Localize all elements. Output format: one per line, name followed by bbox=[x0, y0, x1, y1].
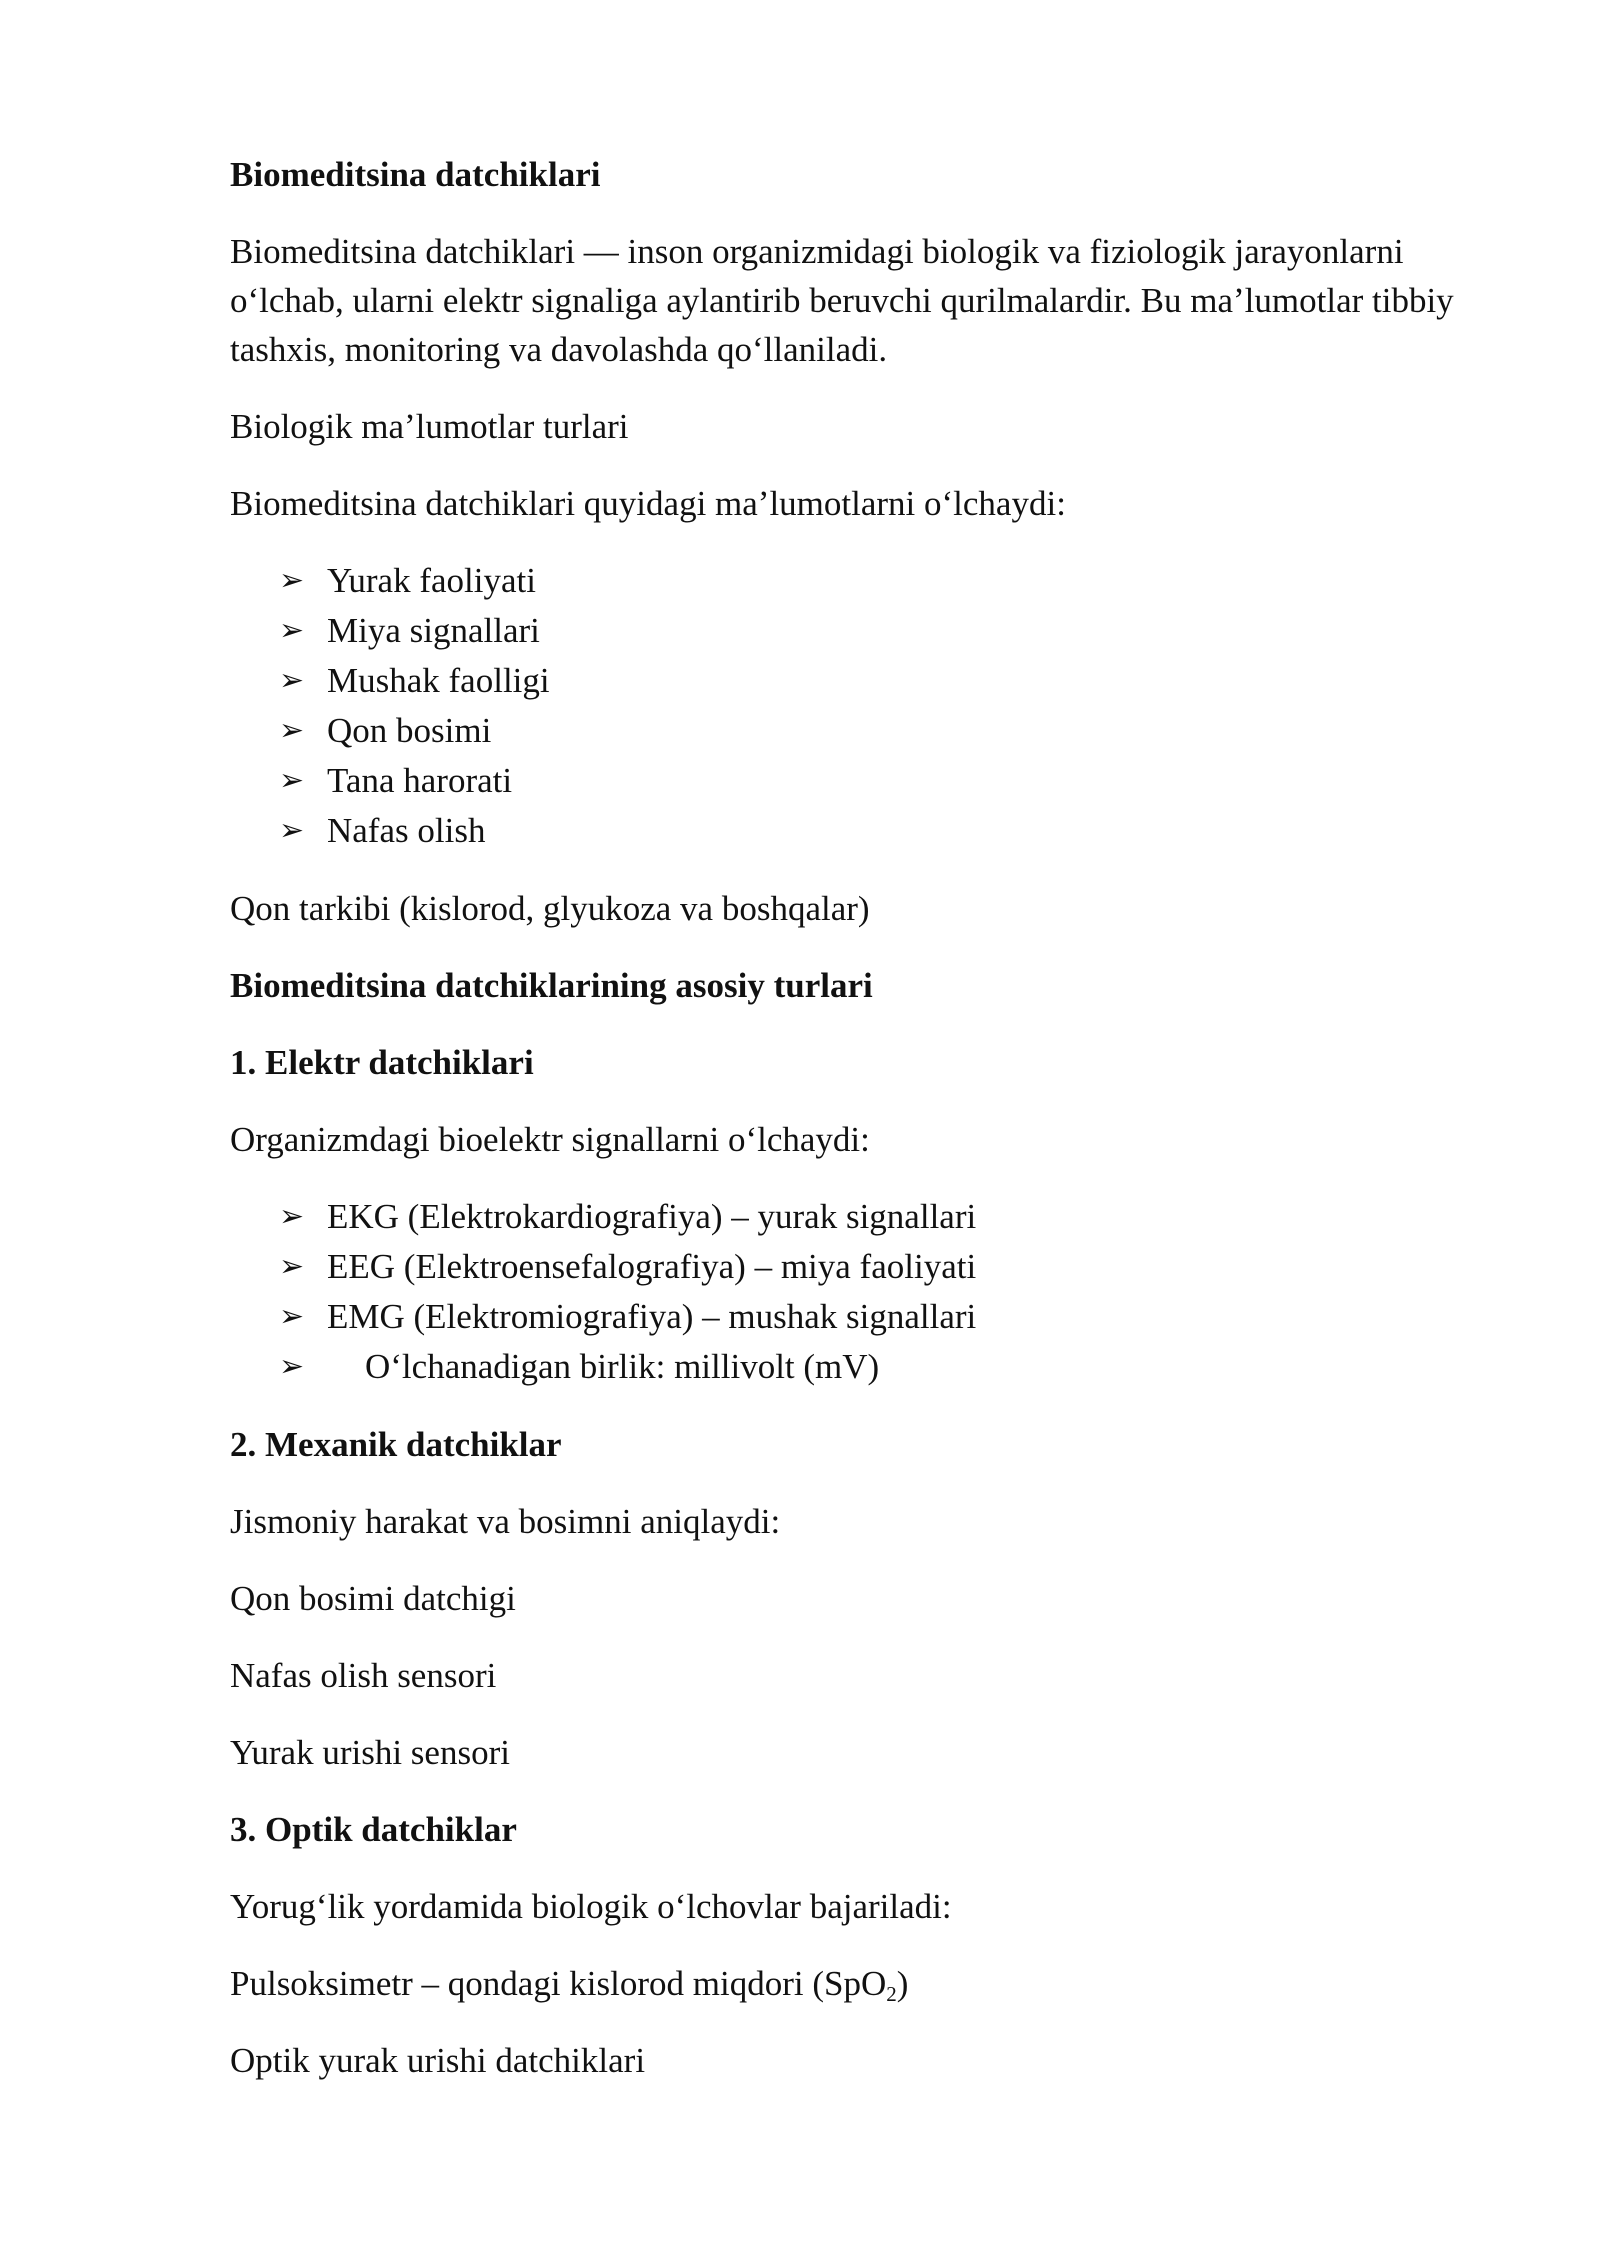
electric-heading: 1. Elektr datchiklari bbox=[230, 1043, 534, 1082]
document-title: Biomeditsina datchiklari bbox=[230, 155, 601, 194]
mechanical-lead: Jismoniy harakat va bosimni aniqlaydi: bbox=[230, 1502, 781, 1541]
mechanical-line: Yurak urishi sensori bbox=[230, 1733, 510, 1772]
blood-composition-line: Qon tarkibi (kislorod, glyukoza va boshqalar) bbox=[230, 889, 870, 928]
arrow-bullet-icon: ➢ bbox=[279, 1300, 305, 1333]
electric-lead: Organizmdagi bioelektr signallarni oʻlchaydi: bbox=[230, 1120, 870, 1159]
list-item: ➢ Qon bosimi bbox=[230, 706, 1470, 756]
list-item: ➢ Oʻlchanadigan birlik: millivolt (mV) bbox=[230, 1342, 1470, 1392]
data-types-heading: Biologik maʼlumotlar turlari bbox=[230, 407, 629, 446]
arrow-bullet-icon: ➢ bbox=[279, 764, 305, 797]
arrow-bullet-icon: ➢ bbox=[279, 1200, 305, 1233]
intro-paragraph: Biomeditsina datchiklari — inson organizmidagi biologik va fiziologik jarayonlarni oʻlchab, ularni elektr signaliga aylantirib beruvchi qurilmalardir. Bu maʼlumotlar tibbiy tashxis, monitoring va davolashda qoʻllaniladi. bbox=[230, 232, 1454, 369]
data-types-list bbox=[230, 556, 1470, 856]
list-item: ➢ Tana harorati bbox=[230, 756, 1470, 806]
data-types-lead: Biomeditsina datchiklari quyidagi maʼlumotlarni oʻlchaydi: bbox=[230, 484, 1066, 523]
document-body bbox=[230, 150, 1470, 2113]
mechanical-line: Qon bosimi datchigi bbox=[230, 1579, 516, 1618]
list-item: ➢ Miya signallari bbox=[230, 606, 1470, 656]
mechanical-heading: 2. Mexanik datchiklar bbox=[230, 1425, 562, 1464]
optical-last-line: Optik yurak urishi datchiklari bbox=[230, 2041, 646, 2080]
list-item: ➢ EMG (Elektromiografiya) – mushak signallari bbox=[230, 1292, 1470, 1342]
pulse-oximeter-line: Pulsoksimetr – qondagi kislorod miqdori (SpO$_2$) bbox=[230, 1964, 909, 2006]
list-item: ➢ EKG (Elektrokardiografiya) – yurak signallari bbox=[230, 1192, 1470, 1242]
electric-list bbox=[230, 1192, 1470, 1392]
list-item: ➢ Nafas olish bbox=[230, 806, 1470, 856]
mechanical-line: Nafas olish sensori bbox=[230, 1656, 497, 1695]
arrow-bullet-icon: ➢ bbox=[279, 814, 305, 847]
optical-heading: 3. Optik datchiklar bbox=[230, 1810, 517, 1849]
arrow-bullet-icon: ➢ bbox=[279, 614, 305, 647]
arrow-bullet-icon: ➢ bbox=[279, 1250, 305, 1283]
list-item: ➢ Yurak faoliyati bbox=[230, 556, 1470, 606]
optical-lead: Yorugʻlik yordamida biologik oʻlchovlar bajariladi: bbox=[230, 1887, 952, 1926]
types-heading: Biomeditsina datchiklarining asosiy turlari bbox=[230, 966, 873, 1005]
arrow-bullet-icon: ➢ bbox=[279, 714, 305, 747]
list-item: ➢ EEG (Elektroensefalografiya) – miya faoliyati bbox=[230, 1242, 1470, 1292]
arrow-bullet-icon: ➢ bbox=[279, 664, 305, 697]
list-item: ➢ Mushak faolligi bbox=[230, 656, 1470, 706]
arrow-bullet-icon: ➢ bbox=[279, 564, 305, 597]
arrow-bullet-icon: ➢ bbox=[279, 1350, 305, 1383]
